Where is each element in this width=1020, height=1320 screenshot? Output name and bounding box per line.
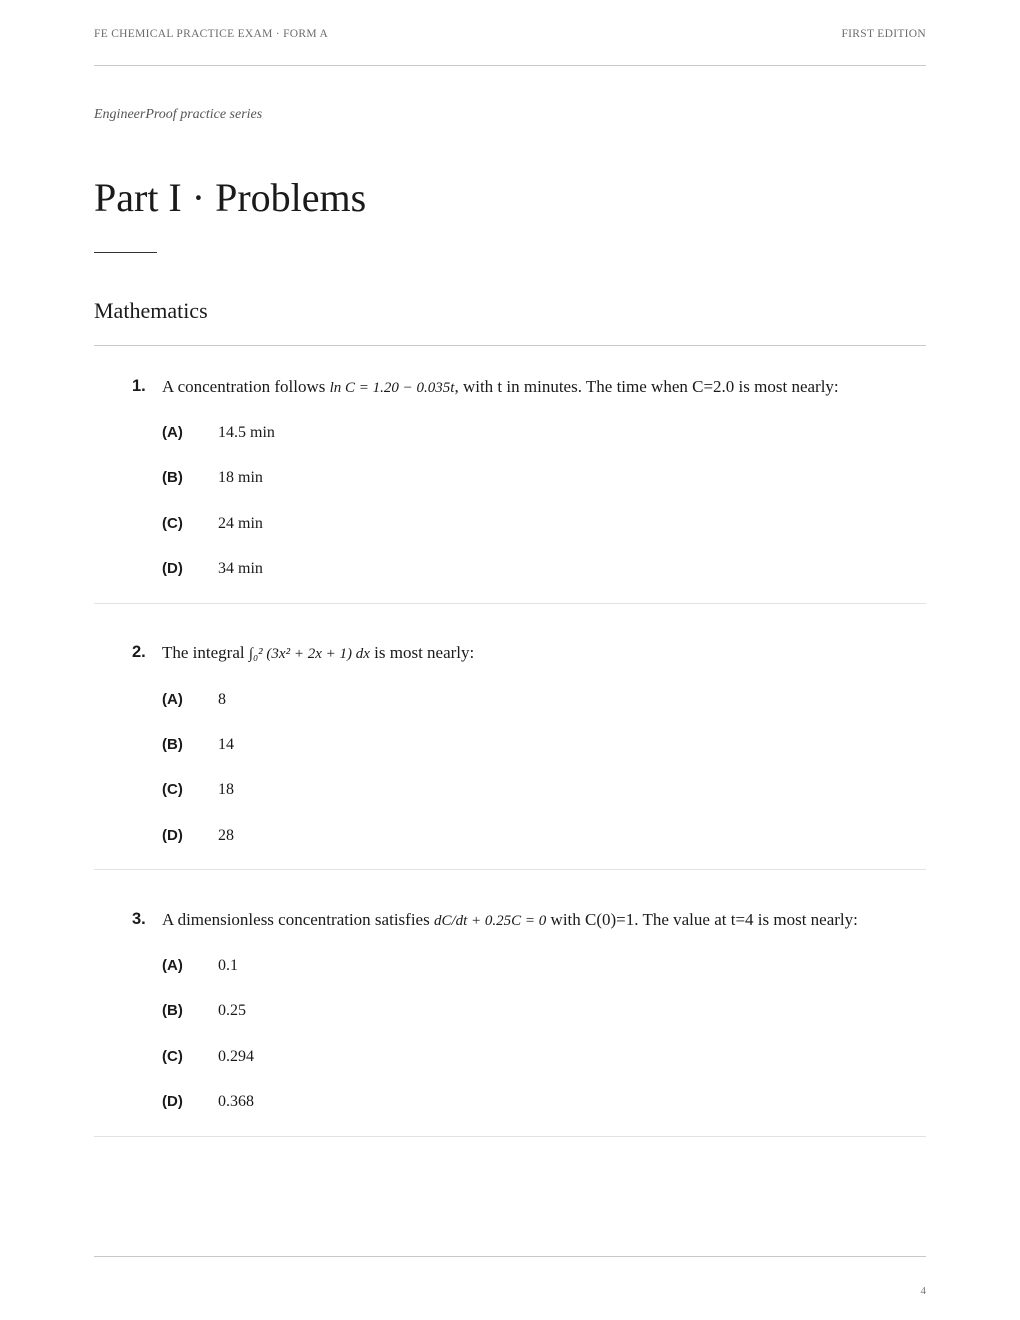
header-edition: FIRST EDITION xyxy=(841,28,926,40)
choice-value: 18 min xyxy=(218,469,263,486)
choice-value: 14 xyxy=(218,736,234,753)
stem-text: The integral xyxy=(162,643,249,662)
part-title: Part I · Problems xyxy=(94,175,367,220)
section-title: Mathematics xyxy=(94,298,208,323)
page-number: 4 xyxy=(920,1285,926,1297)
choice-value: 0.368 xyxy=(218,1093,254,1110)
choice-letter: (B) xyxy=(162,469,183,486)
choice-value: 28 xyxy=(218,827,234,844)
header-divider xyxy=(94,65,926,66)
choice-letter: (B) xyxy=(162,736,183,753)
choice-value: 8 xyxy=(218,691,226,708)
choice-value: 0.25 xyxy=(218,1002,246,1019)
problem-stem xyxy=(162,377,839,397)
choice-value: 0.1 xyxy=(218,957,238,974)
choice-letter: (A) xyxy=(162,691,183,708)
stem-text: A dimensionless concentration satisfies xyxy=(162,910,434,929)
title-underline xyxy=(94,252,157,253)
stem-text: with C(0)=1. The value at t=4 is most nearly: xyxy=(546,910,858,929)
choice-letter: (D) xyxy=(162,827,183,844)
header-exam-title: FE CHEMICAL PRACTICE EXAM · FORM A xyxy=(94,28,329,40)
problem-divider xyxy=(94,1136,926,1137)
series-label: EngineerProof practice series xyxy=(94,107,263,122)
stem-math: ∫₀² (3x² + 2x + 1) dx xyxy=(248,646,370,662)
problem-number: 3. xyxy=(132,910,146,928)
stem-math: dC/dt + 0.25C = 0 xyxy=(433,913,547,929)
choice-letter: (C) xyxy=(162,781,183,798)
choice-letter: (A) xyxy=(162,424,183,441)
choice-letter: (D) xyxy=(162,1093,183,1110)
problem-stem xyxy=(162,643,474,663)
problem-divider xyxy=(94,603,926,604)
stem-text: A concentration follows xyxy=(162,377,330,396)
problem-divider xyxy=(94,869,926,870)
problem-stem xyxy=(162,910,858,930)
stem-text: is most nearly: xyxy=(369,643,475,662)
choice-value: 0.294 xyxy=(218,1048,254,1065)
problem-number: 2. xyxy=(132,643,146,661)
choice-value: 34 min xyxy=(218,560,263,577)
page xyxy=(94,0,926,1320)
choice-value: 24 min xyxy=(218,515,263,532)
choice-letter: (D) xyxy=(162,560,183,577)
choice-letter: (A) xyxy=(162,957,183,974)
choice-letter: (C) xyxy=(162,515,183,532)
problem-number: 1. xyxy=(132,377,146,395)
stem-text: , with t in minutes. The time when C=2.0 is most nearly: xyxy=(454,377,839,396)
choice-letter: (B) xyxy=(162,1002,183,1019)
stem-math: ln C = 1.20 − 0.035t xyxy=(329,380,455,396)
footer-divider xyxy=(94,1256,926,1257)
section-divider xyxy=(94,345,926,346)
choice-value: 18 xyxy=(218,781,234,798)
choice-letter: (C) xyxy=(162,1048,183,1065)
choice-value: 14.5 min xyxy=(218,424,275,441)
